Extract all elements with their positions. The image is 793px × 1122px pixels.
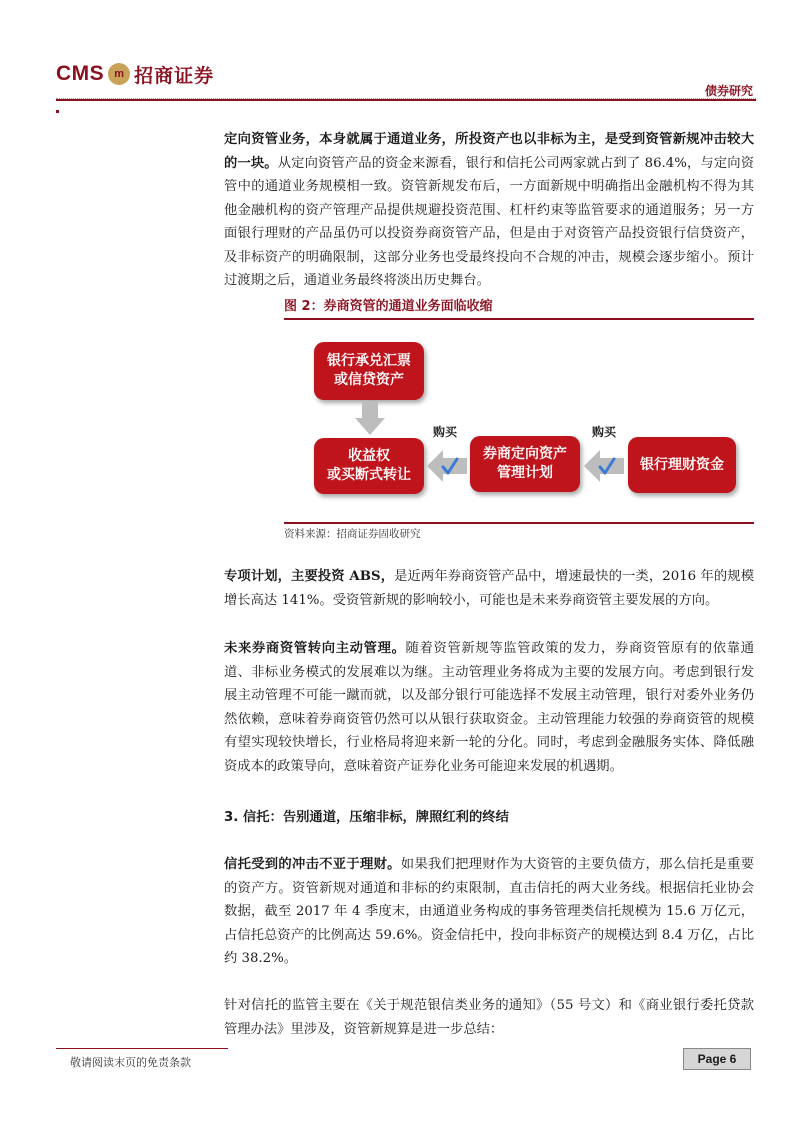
left-arrow-check-icon (584, 450, 624, 482)
figure-top-rule (284, 318, 754, 320)
figure-source: 资料来源：招商证券固收研究 (284, 528, 421, 540)
logo-cn-text: 招商证券 (134, 65, 215, 87)
box-directional-plan-line1: 券商定向资产 (483, 446, 567, 462)
logo-badge-letter: m (114, 68, 125, 80)
figure-bottom-rule (284, 522, 754, 524)
logo-badge-icon (108, 63, 130, 85)
header-rule (56, 99, 756, 101)
box-bank-wealth-funds (628, 437, 736, 493)
paragraph-lead: 未来券商资管转向主动管理。 (224, 641, 406, 656)
box-directional-plan-line2: 管理计划 (497, 465, 553, 481)
section-heading-trust: 3. 信托：告别通道，压缩非标，牌照红利的终结 (224, 810, 509, 825)
footer-rule (56, 1048, 228, 1049)
section-label: 债券研究 (704, 84, 753, 98)
paragraph-lead: 专项计划，主要投资 ABS， (224, 569, 395, 584)
box-income-rights (314, 438, 424, 494)
down-arrow-icon (355, 402, 385, 436)
paragraph-special-plan (224, 565, 754, 612)
paragraph-trust-impact (224, 853, 754, 971)
left-arrow-check-icon (427, 450, 467, 482)
paragraph-directional-asset-mgmt (224, 128, 754, 293)
buy-label-right: 购买 (592, 425, 617, 439)
box-income-rights-line2: 或买断式转让 (327, 467, 411, 483)
paragraph-body: 是近两年券商资管产品中，增速最快的一类，2016 年的规模增长高达 141%。受资管新规的影响较小，可能也是未来券商资管主要发展的方向。 (224, 569, 754, 608)
paragraph-body: 从定向资管产品的资金来源看，银行和信托公司两家就占到了 86.4%，与定向资管中的通道业务规模相一致。资管新规发布后，一方面新规中明确指出金融机构不得为其他金融机构的资产管理产品提供规避投资范围、杠杆约束等监管要求的通道服务；另一方面银行理财的产品虽仍可以投资券商资管产品，但是由于对资管产品投资银行信贷资产，及非标资产的明确限制，这部分业务也受最终投向不合规的冲击，规模会逐步缩小。预计过渡期之后，通道业务最终将淡出历史舞台。 (224, 155, 755, 288)
box-income-rights-line1: 收益权 (348, 448, 390, 464)
paragraph-active-management (224, 637, 754, 778)
paragraph-trust-regulation: 针对信托的监管主要在《关于规范银信类业务的通知》（55 号文）和《商业银行委托贷款管理办法》里涉及，资管新规算是进一步总结： (224, 998, 754, 1037)
paragraph-lead: 定向资管业务，本身就属于通道业务，所投资产也以非标为主，是受到资管新规冲击较大的一块。 (224, 132, 754, 171)
paragraph-body: 随着资管新规等监管政策的发力，券商资管原有的依靠通道、非标业务模式的发展难以为继。主动管理业务将成为主要的发展方向。考虑到银行发展主动管理不可能一蹴而就，以及部分银行可能选择不发展主动管理，银行对委外业务仍然依赖，意味着券商资管仍然可以从银行获取资金。主动管理能力较强的券商资管的规模有望实现较快增长，行业格局将迎来新一轮的分化。同时，考虑到金融服务实体、降低融资成本的政策导向，意味着资产证券化业务可能迎来发展的机遇期。 (224, 641, 755, 774)
box-bank-acceptance-line2: 或信贷资产 (334, 372, 404, 388)
footer-disclaimer-link: 敬请阅读末页的免责条款 (70, 1056, 191, 1069)
box-bank-wealth-label: 银行理财资金 (640, 456, 724, 473)
box-bank-acceptance-line1: 银行承兑汇票 (327, 353, 411, 369)
paragraph-lead: 信托受到的冲击不亚于理财。 (224, 857, 401, 872)
figure-title: 图 2：券商资管的通道业务面临收缩 (284, 299, 493, 314)
page-number: Page 6 (683, 1048, 751, 1070)
box-directional-plan (470, 436, 580, 492)
buy-label-left: 购买 (433, 425, 458, 439)
paragraph-body: 如果我们把理财作为大资管的主要负债方，那么信托是重要的资产方。资管新规对通道和非标的约束限制，直击信托的两大业务线。根据信托业协会数据，截至 2017 年 4 季度末，由通道业务构成的事务管理类信托规模为 15.6 万亿元，占信托总资产的比例高达 59.6%。资金信托中，投向非标资产的规模达到 8.4 万亿，占比约 38.2%。 (224, 857, 755, 966)
company-logo (56, 60, 214, 88)
logo-cms-text: CMS (56, 62, 105, 85)
box-bank-acceptance (314, 342, 424, 400)
header-marker (56, 110, 59, 113)
